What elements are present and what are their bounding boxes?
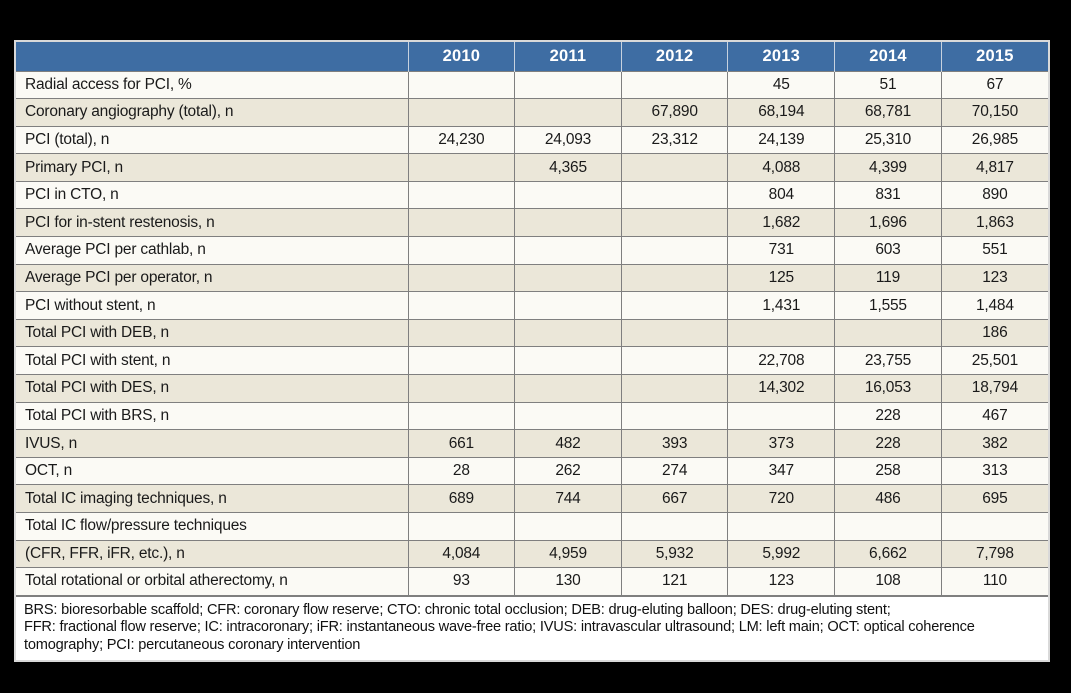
- cell-value: [515, 99, 622, 127]
- cell-value: [835, 513, 942, 541]
- cell-value: 93: [408, 568, 515, 596]
- cell-value: 274: [621, 457, 728, 485]
- cell-value: 1,682: [728, 209, 835, 237]
- cell-value: 26,985: [941, 126, 1048, 154]
- table-row: [16, 154, 1048, 182]
- row-label: (CFR, FFR, iFR, etc.), n: [16, 540, 408, 568]
- cell-value: 258: [835, 457, 942, 485]
- cell-value: 804: [728, 181, 835, 209]
- cell-value: [621, 209, 728, 237]
- row-label: Average PCI per operator, n: [16, 264, 408, 292]
- table-row: [16, 209, 1048, 237]
- table-row: [16, 181, 1048, 209]
- table-row: [16, 264, 1048, 292]
- cell-value: 831: [835, 181, 942, 209]
- cell-value: 4,084: [408, 540, 515, 568]
- cell-value: 70,150: [941, 99, 1048, 127]
- cell-value: 667: [621, 485, 728, 513]
- cell-value: 313: [941, 457, 1048, 485]
- row-label: Total IC flow/pressure techniques: [16, 513, 408, 541]
- cell-value: [408, 99, 515, 127]
- table-row: [16, 457, 1048, 485]
- footnote-line: BRS: bioresorbable scaffold; CFR: coronary flow reserve; CTO: chronic total occlusion; DEB: drug-eluting balloon; DES: drug-eluting stent;: [24, 601, 891, 618]
- row-label: PCI without stent, n: [16, 292, 408, 320]
- cell-value: 16,053: [835, 375, 942, 403]
- table-row: [16, 347, 1048, 375]
- cell-value: [515, 347, 622, 375]
- header-cell-empty: [16, 42, 408, 71]
- table-row: [16, 485, 1048, 513]
- row-label: Primary PCI, n: [16, 154, 408, 182]
- header-cell-year: 2012: [621, 42, 728, 71]
- cell-value: 890: [941, 181, 1048, 209]
- row-label: PCI in CTO, n: [16, 181, 408, 209]
- cell-value: 119: [835, 264, 942, 292]
- row-label: Total PCI with DES, n: [16, 375, 408, 403]
- row-label: Total PCI with stent, n: [16, 347, 408, 375]
- cell-value: 1,863: [941, 209, 1048, 237]
- cell-value: [621, 513, 728, 541]
- cell-value: [515, 513, 622, 541]
- cell-value: 121: [621, 568, 728, 596]
- cell-value: 67,890: [621, 99, 728, 127]
- table-row: [16, 99, 1048, 127]
- cell-value: [408, 209, 515, 237]
- cell-value: [835, 319, 942, 347]
- cell-value: 5,992: [728, 540, 835, 568]
- cell-value: 28: [408, 457, 515, 485]
- cell-value: [621, 264, 728, 292]
- cell-value: [408, 513, 515, 541]
- table-row: [16, 402, 1048, 430]
- footnote-line: FFR: fractional flow reserve; IC: intracoronary; iFR: instantaneous wave-free ratio; IVUS: intravascular ultrasound; LM: left main; OCT: optical coherence: [24, 619, 975, 636]
- cell-value: 4,365: [515, 154, 622, 182]
- header-cell-year: 2010: [408, 42, 515, 71]
- cell-value: [621, 154, 728, 182]
- cell-value: 731: [728, 237, 835, 265]
- cell-value: [515, 71, 622, 99]
- table-row: [16, 513, 1048, 541]
- cell-value: [515, 292, 622, 320]
- table-row: [16, 292, 1048, 320]
- cell-value: 4,399: [835, 154, 942, 182]
- row-label: Total PCI with BRS, n: [16, 402, 408, 430]
- row-label: Average PCI per cathlab, n: [16, 237, 408, 265]
- cell-value: 1,696: [835, 209, 942, 237]
- cell-value: 108: [835, 568, 942, 596]
- cell-value: 262: [515, 457, 622, 485]
- row-label: Total rotational or orbital atherectomy, n: [16, 568, 408, 596]
- cell-value: 689: [408, 485, 515, 513]
- table-body: [16, 71, 1048, 595]
- header-cell-year: 2014: [835, 42, 942, 71]
- cell-value: 4,817: [941, 154, 1048, 182]
- cell-value: [621, 375, 728, 403]
- cell-value: 4,959: [515, 540, 622, 568]
- cell-value: [515, 237, 622, 265]
- table-row: [16, 237, 1048, 265]
- cell-value: 123: [728, 568, 835, 596]
- cell-value: 1,431: [728, 292, 835, 320]
- cell-value: [728, 513, 835, 541]
- cell-value: 482: [515, 430, 622, 458]
- cell-value: [621, 402, 728, 430]
- cell-value: [408, 154, 515, 182]
- table-row: [16, 71, 1048, 99]
- table-row: [16, 430, 1048, 458]
- cell-value: 68,194: [728, 99, 835, 127]
- cell-value: [408, 181, 515, 209]
- cell-value: 603: [835, 237, 942, 265]
- cell-value: 744: [515, 485, 622, 513]
- cell-value: 24,139: [728, 126, 835, 154]
- cell-value: 1,484: [941, 292, 1048, 320]
- row-label: Total IC imaging techniques, n: [16, 485, 408, 513]
- cell-value: 18,794: [941, 375, 1048, 403]
- cell-value: [515, 181, 622, 209]
- table-row: [16, 375, 1048, 403]
- cell-value: 7,798: [941, 540, 1048, 568]
- cell-value: 22,708: [728, 347, 835, 375]
- cell-value: 228: [835, 402, 942, 430]
- row-label: Total PCI with DEB, n: [16, 319, 408, 347]
- cell-value: 551: [941, 237, 1048, 265]
- cell-value: 45: [728, 71, 835, 99]
- cell-value: [621, 71, 728, 99]
- cell-value: [408, 375, 515, 403]
- cell-value: 347: [728, 457, 835, 485]
- header-row: [16, 42, 1048, 71]
- cell-value: 24,093: [515, 126, 622, 154]
- row-label: PCI (total), n: [16, 126, 408, 154]
- header-cell-year: 2013: [728, 42, 835, 71]
- cell-value: 67: [941, 71, 1048, 99]
- row-label: Radial access for PCI, %: [16, 71, 408, 99]
- cell-value: 393: [621, 430, 728, 458]
- cell-value: 186: [941, 319, 1048, 347]
- cell-value: [728, 319, 835, 347]
- cell-value: 25,310: [835, 126, 942, 154]
- cell-value: [408, 237, 515, 265]
- cell-value: 5,932: [621, 540, 728, 568]
- cell-value: 695: [941, 485, 1048, 513]
- cell-value: [408, 402, 515, 430]
- row-label: Coronary angiography (total), n: [16, 99, 408, 127]
- cell-value: 23,312: [621, 126, 728, 154]
- cell-value: [621, 181, 728, 209]
- header-cell-year: 2015: [941, 42, 1048, 71]
- cell-value: [621, 347, 728, 375]
- cell-value: 382: [941, 430, 1048, 458]
- table-row: [16, 540, 1048, 568]
- table-row: [16, 568, 1048, 596]
- cell-value: [408, 292, 515, 320]
- cell-value: 23,755: [835, 347, 942, 375]
- cell-value: [408, 264, 515, 292]
- cell-value: [515, 209, 622, 237]
- table-container: [14, 40, 1050, 662]
- cell-value: [515, 319, 622, 347]
- cell-value: 4,088: [728, 154, 835, 182]
- cell-value: 51: [835, 71, 942, 99]
- cell-value: 125: [728, 264, 835, 292]
- data-table: [16, 42, 1048, 596]
- header-cell-year: 2011: [515, 42, 622, 71]
- cell-value: [941, 513, 1048, 541]
- cell-value: [515, 375, 622, 403]
- cell-value: [408, 71, 515, 99]
- row-label: IVUS, n: [16, 430, 408, 458]
- cell-value: [621, 292, 728, 320]
- cell-value: 110: [941, 568, 1048, 596]
- cell-value: [515, 264, 622, 292]
- cell-value: 6,662: [835, 540, 942, 568]
- cell-value: [728, 402, 835, 430]
- row-label: OCT, n: [16, 457, 408, 485]
- footnote-line: tomography; PCI: percutaneous coronary intervention: [24, 636, 361, 653]
- cell-value: 24,230: [408, 126, 515, 154]
- cell-value: 130: [515, 568, 622, 596]
- cell-value: [621, 319, 728, 347]
- cell-value: 373: [728, 430, 835, 458]
- cell-value: 661: [408, 430, 515, 458]
- cell-value: 486: [835, 485, 942, 513]
- table-row: [16, 319, 1048, 347]
- cell-value: 123: [941, 264, 1048, 292]
- cell-value: 228: [835, 430, 942, 458]
- cell-value: 1,555: [835, 292, 942, 320]
- footnote: [16, 596, 1048, 661]
- cell-value: 25,501: [941, 347, 1048, 375]
- cell-value: [621, 237, 728, 265]
- cell-value: 720: [728, 485, 835, 513]
- table-row: [16, 126, 1048, 154]
- cell-value: 14,302: [728, 375, 835, 403]
- cell-value: 467: [941, 402, 1048, 430]
- cell-value: [408, 319, 515, 347]
- row-label: PCI for in-stent restenosis, n: [16, 209, 408, 237]
- cell-value: [408, 347, 515, 375]
- cell-value: [515, 402, 622, 430]
- cell-value: 68,781: [835, 99, 942, 127]
